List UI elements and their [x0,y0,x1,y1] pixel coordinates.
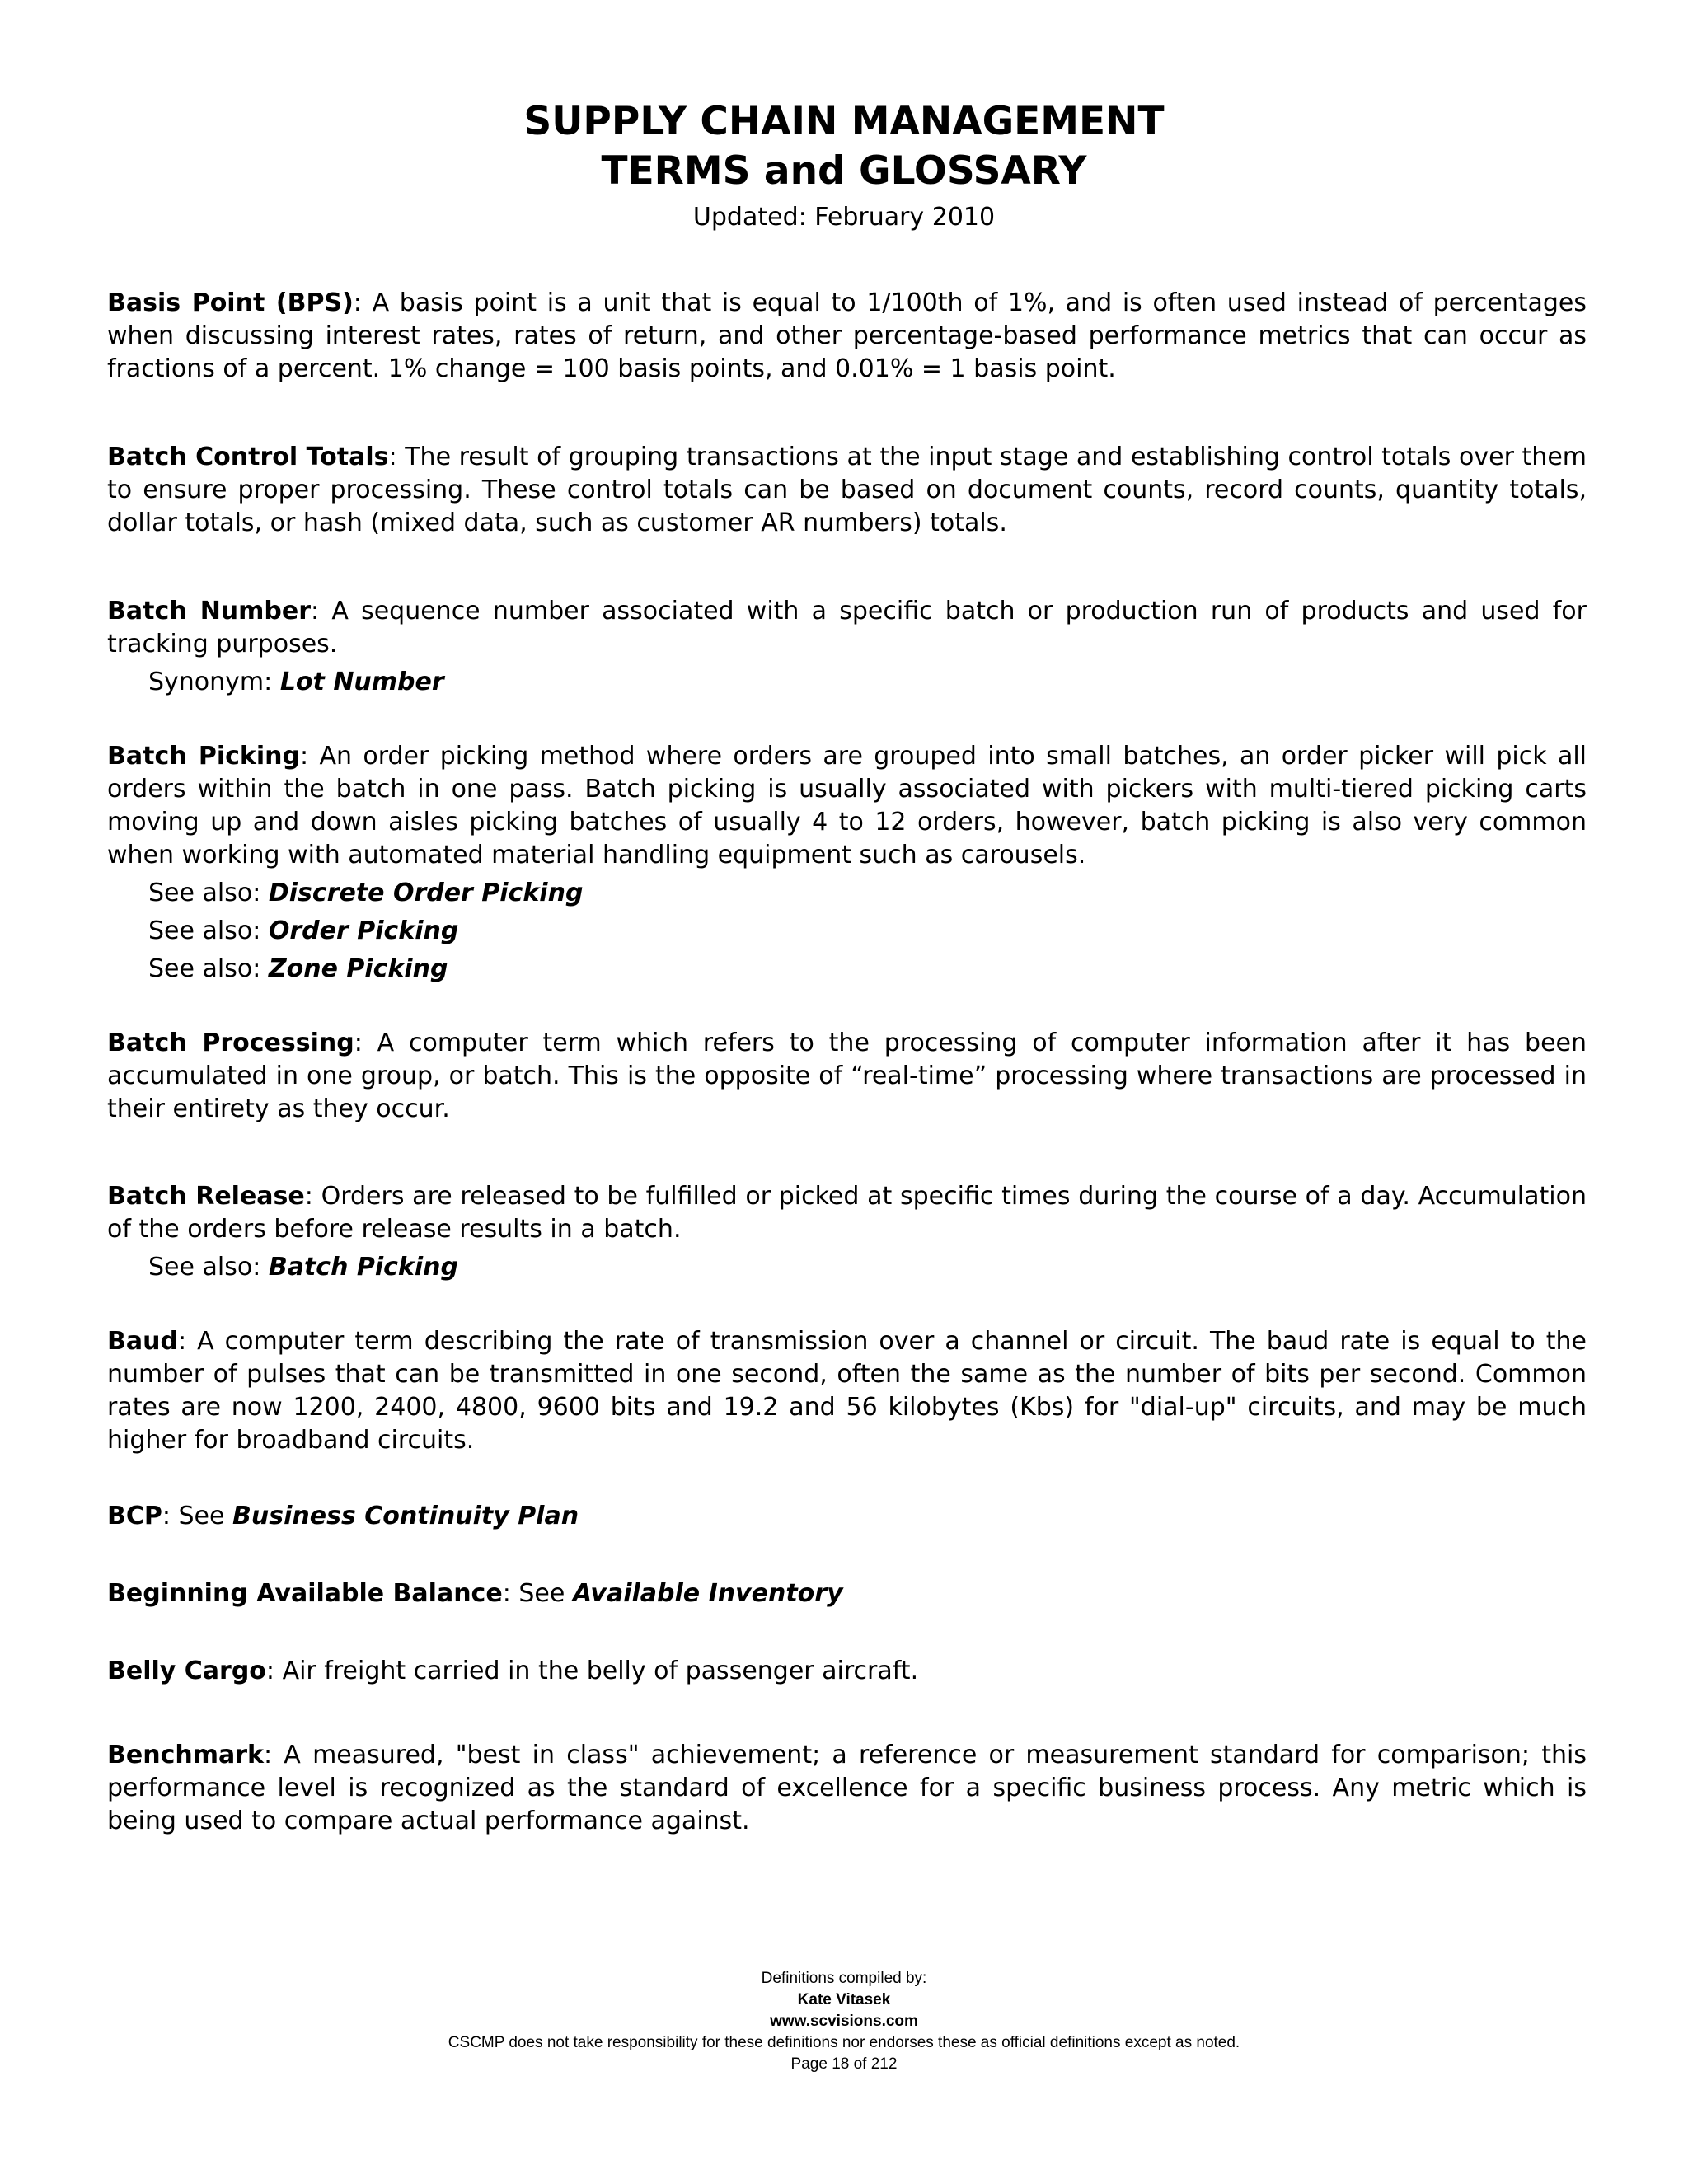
definition: : A computer term which refers to the processing of computer information after it has been accumulated in one group, or batch. This is the opposite of “real-time” processing where transactions are processed in their entirety as they occur. [107,1029,1587,1123]
definition: : A measured, "best in class" achievement; a reference or measurement standard for comparison; this performance level is recognized as the standard of excellence for a specific business process. Any metric which is being used to compare actual performance against. [107,1741,1587,1835]
related-reference: Lot Number [279,668,444,696]
glossary-entry-benchmark [107,1739,1587,1838]
glossary-body [107,287,1587,1838]
definition: : A sequence number associated with a specific batch or production run of products and used for tracking purposes. [107,597,1587,658]
glossary-entry-belly-cargo [107,1655,1587,1688]
term: Batch Picking [107,742,300,771]
inline-reference: Business Continuity Plan [232,1502,579,1530]
footer-disclaimer: CSCMP does not take responsibility for these definitions nor endorses these as official definitions except as noted. [448,2034,1240,2051]
term: Batch Number [107,597,312,626]
related-label: See also: [148,879,269,907]
definition: : A computer term describing the rate of transmission over a channel or circuit. The baud rate is equal to the number of pulses that can be transmitted in one second, often the same as the number of bits per second. Common rates are now 1200, 2400, 4800, 9600 bits and 19.2 and 56 kilobytes (Kbs) for "dial-up" circuits, and may be much higher for broadband circuits. [107,1327,1587,1455]
footer-compiled-by: Definitions compiled by: [761,1970,927,1987]
inline-reference: Available Inventory [572,1579,843,1608]
see-also-line [107,915,1587,948]
term: BCP [107,1502,162,1530]
definition: : See [162,1502,233,1530]
definition: : An order picking method where orders are grouped into small batches, an order picker will pick all orders within the batch in one pass. Batch picking is usually associated with pickers with multi-tiered picking carts moving up and down aisles picking batches of usually 4 to 12 orders, however, batch picking is also very common when working with automated material handling equipment such as carousels. [107,742,1587,869]
term: Batch Control Totals [107,443,389,471]
term: Basis Point (BPS) [107,288,354,317]
term: Batch Release [107,1182,305,1211]
related-reference: Order Picking [268,916,459,945]
see-also-line [107,877,1587,910]
definition: : Orders are released to be fulfilled or picked at specific times during the course of a day. Accumulation of the orders before release results in a batch. [107,1182,1587,1244]
term: Belly Cargo [107,1657,266,1685]
related-reference: Zone Picking [268,954,448,983]
footer-website: www.scvisions.com [770,2013,918,2030]
footer-page-number: Page 18 of 212 [790,2055,898,2073]
term: Benchmark [107,1741,264,1769]
footer-author: Kate Vitasek [797,1991,891,2008]
glossary-entry-batch-control-totals [107,441,1587,540]
term: Beginning Available Balance [107,1579,503,1608]
glossary-entry-basis-point [107,287,1587,386]
glossary-entry-baud [107,1325,1587,1457]
glossary-entry-bcp [107,1500,1587,1533]
see-also-line [107,953,1587,986]
page-footer [0,1968,1688,2075]
glossary-entry-batch-release [107,1180,1587,1246]
definition: : The result of grouping transactions at the input stage and establishing control totals over them to ensure proper processing. These control totals can be based on document counts, record counts, quantity totals, dollar totals, or hash (mixed data, such as customer AR numbers) totals. [107,443,1587,537]
related-reference: Batch Picking [268,1253,458,1282]
glossary-entry-batch-picking [107,740,1587,872]
related-label: Synonym: [148,668,280,696]
related-label: See also: [148,954,269,983]
related-reference: Discrete Order Picking [268,879,584,907]
title-line-1: SUPPLY CHAIN MANAGEMENT [523,99,1165,144]
synonym-line [107,666,1587,699]
term: Baud [107,1327,178,1356]
title-line-2: TERMS and GLOSSARY [601,148,1087,194]
related-label: See also: [148,916,269,945]
updated-date: Updated: February 2010 [692,203,996,232]
definition: : See [502,1579,573,1608]
page-header [0,97,1688,234]
glossary-entry-batch-number [107,595,1587,661]
term: Batch Processing [107,1029,354,1057]
glossary-entry-beginning-available-balance [107,1577,1587,1610]
definition: : Air freight carried in the belly of passenger aircraft. [265,1657,919,1685]
see-also-line [107,1251,1587,1284]
definition: : A basis point is a unit that is equal to 1/100th of 1%, and is often used instead of percentages when discussing interest rates, rates of return, and other percentage-based performance metrics that can occur as fractions of a percent. 1% change = 100 basis points, and 0.01% = 1 basis point. [107,288,1587,383]
related-label: See also: [148,1253,269,1282]
glossary-entry-batch-processing [107,1027,1587,1126]
